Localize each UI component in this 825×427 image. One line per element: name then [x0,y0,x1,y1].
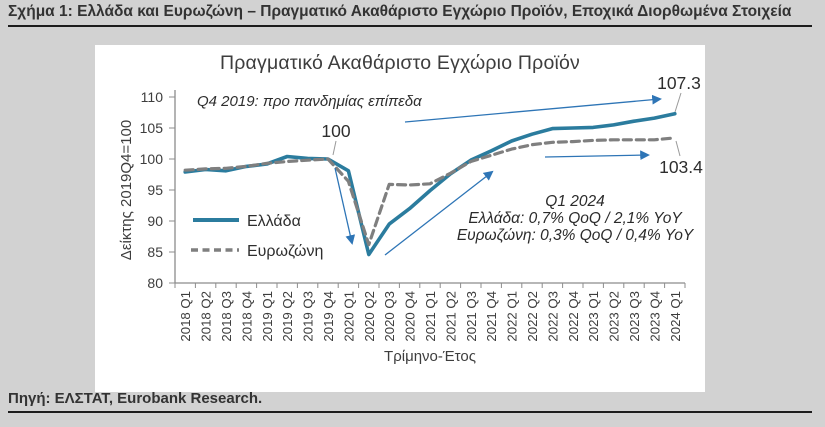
x-axis-title: Τρίμηνο-Έτος [384,348,476,365]
arrow-to-greece-end [405,99,660,122]
q1-2024-greece: Ελλάδα: 0,7% QoQ / 2,1% YoY [468,210,682,227]
x-tick-label: 2023 Q2 [606,291,622,342]
x-tick-label: 2023 Q1 [586,291,602,342]
x-tick-label: 2019 Q3 [300,291,316,342]
greece-end-callout [675,93,681,112]
x-tick-label: 2020 Q4 [402,291,418,342]
x-tick-label: 2018 Q2 [198,291,214,342]
y-tick-label: 110 [140,89,163,105]
x-tick-label: 2020 Q1 [341,291,357,342]
y-tick-label: 90 [147,213,163,229]
x-tick-label: 2023 Q4 [647,291,663,342]
arrow-to-eurozone-end [545,155,648,157]
x-tick-label: 2021 Q4 [484,291,500,342]
figure-caption: Σχήμα 1: Ελλάδα και Ευρωζώνη – Πραγματικό Ακαθάριστο Εγχώριο Προϊόν, Εποχικά Διορθωμένα Στοιχεία [8,2,812,27]
q1-2024-title: Q1 2024 [545,193,605,210]
legend-label-eurozone: Ευρωζώνη [247,243,324,260]
peak-100-callout [333,141,336,155]
q1-2024-annotation [457,193,695,244]
x-tick-label: 2022 Q4 [565,291,581,342]
legend-item-greece [193,213,301,230]
eurozone-end-value: 103.4 [659,157,703,177]
x-tick-label: 2018 Q4 [239,291,255,342]
y-tick-label: 80 [147,275,163,291]
x-tick-label: 2019 Q4 [321,291,336,342]
y-tick-label: 85 [147,244,163,260]
y-tick-label: 95 [147,182,163,198]
x-tick-label: 2019 Q1 [259,291,275,342]
x-tick-label: 2024 Q1 [667,291,683,342]
peak-100-label: 100 [321,121,351,141]
x-tick-label: 2019 Q2 [280,291,296,342]
pre-pandemic-note: Q4 2019: προ πανδημίας επίπεδα [197,93,422,110]
y-tick-label: 105 [139,120,163,136]
y-axis-title: Δείκτης 2019Q4=100 [118,119,135,261]
chart-title: Πραγματικό Ακαθάριστο Εγχώριο Προϊόν [219,52,581,74]
q1-2024-eurozone: Ευρωζώνη: 0,3% QoQ / 0,4% YoY [456,227,694,244]
x-tick-label: 2018 Q3 [219,291,234,342]
x-tick-label: 2020 Q3 [382,291,398,342]
x-tick-label: 2021 Q2 [443,291,459,342]
legend-item-eurozone [191,243,323,260]
x-tick-label: 2021 Q3 [463,291,479,342]
x-tick-label: 2022 Q2 [525,291,540,342]
x-tick-label: 2023 Q3 [627,291,642,342]
x-tick-label: 2020 Q2 [361,291,377,342]
legend-label-greece: Ελλάδα [247,213,301,230]
legend [191,213,323,260]
x-tick-label: 2022 Q1 [504,291,520,342]
x-tick-label: 2018 Q1 [178,291,194,342]
greece-end-value: 107.3 [657,73,701,93]
x-tick-label: 2022 Q3 [545,291,561,342]
source-note: Πηγή: ΕΛΣΤΑΤ, Eurobank Research. [8,390,812,413]
gdp-line-chart [115,70,710,400]
eurozone-end-callout [676,141,680,156]
y-tick-label: 100 [139,151,163,167]
x-tick-label: 2021 Q1 [423,291,438,342]
